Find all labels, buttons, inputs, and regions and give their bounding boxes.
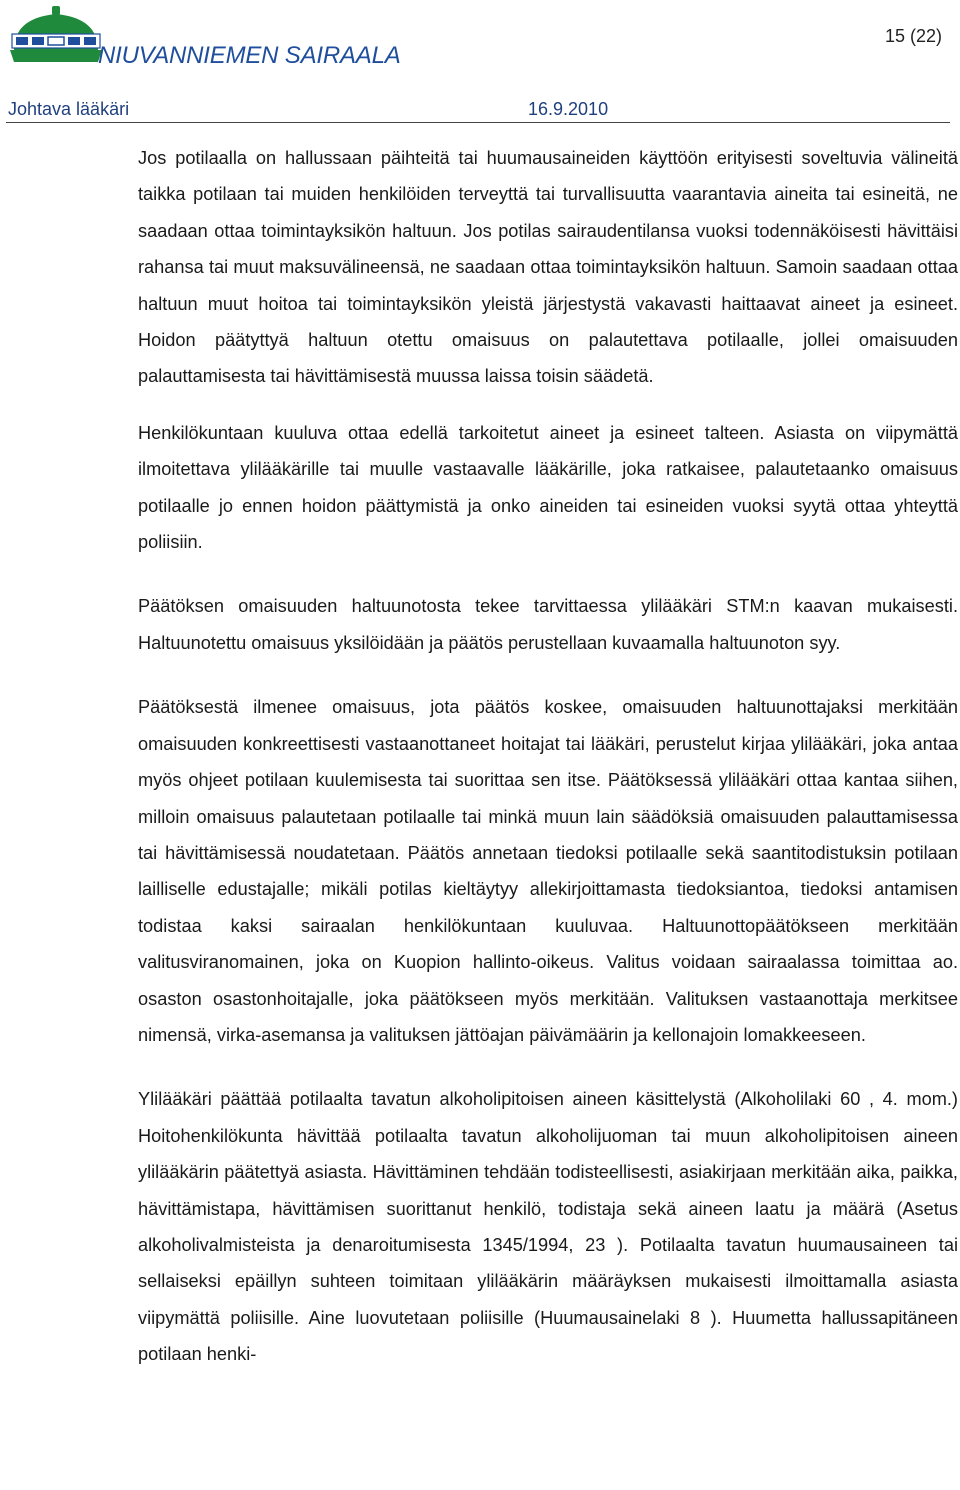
paragraph-staff-custody: Henkilökuntaan kuuluva ottaa edellä tarkoitetut aineet ja esineet talteen. Asiasta on viipymättä ilmoitettava ylilääkärille tai muulle vastaavalle lääkärille, joka ratkaisee, palautetaanko omaisuus potilaalle jo ennen hoidon päättymistä ja onko aineiden tai esineiden vuoksi syytä ottaa yhteyttä poliisiin. <box>138 422 958 553</box>
paragraph-decision-maker: Päätöksen omaisuuden haltuunotosta tekee tarvittaessa ylilääkäri STM:n kaavan mukaisesti. Haltuunotettu omaisuus yksilöidään ja päätös perustellaan kuvaamalla haltuunoton syy. <box>138 596 958 653</box>
document-author-role: Johtava lääkäri <box>8 99 130 119</box>
document-body <box>138 140 958 1401</box>
page-header <box>0 0 960 125</box>
paragraph-confiscation-rules: Jos potilaalla on hallussaan päihteitä tai huumausaineiden käyttöön erityisesti soveltuvia välineitä taikka potilaan tai muiden henkilöiden terveyttä tai turvallisuutta vaarantavia aineita tai esineitä, ne saadaan ottaa toimintayksikön haltuun. Jos potilas sairaudentilansa vuoksi todennäköisesti hävittäisi rahansa tai muut maksuvälineensä, ne saadaan ottaa toimintayksikön haltuun. Samoin saadaan ottaa haltuun muut hoitoa tai toimintayksikön yleistä järjestystä vakavasti haittaavat aineet ja esineet. Hoidon päätyttyä haltuun otettu omaisuus on palautettava potilaalle, jollei omaisuuden palauttamisesta tai hävittämisestä muussa laissa toisin säädetä. <box>138 148 958 387</box>
document-date: 16.9.2010 <box>528 99 609 119</box>
hospital-emblem-icon <box>6 4 106 78</box>
page-number: 15 (22) <box>884 26 942 46</box>
hospital-logo <box>6 4 401 78</box>
hospital-name: NIUVANNIEMEN SAIRAALA <box>98 42 401 69</box>
header-info-row <box>6 96 950 123</box>
paragraph-alcohol-and-drugs: Ylilääkäri päättää potilaalta tavatun alkoholipitoisen aineen käsittelystä (Alkoholilaki 60 , 4. mom.) Hoitohenkilökunta hävittää potilaalta tavatun alkoholijuoman tai muun alkoholipitoisen aineen ylilääkärin päätettyä asiasta. Hävittäminen tehdään todisteellisesti, asiakirjaan merkitään aika, paikka, hävittämistapa, hävittämisen suorittanut henkilö, todistaja sekä aineen laatu ja määrä (Asetus alkoholivalmisteista ja denaroitumisesta 1345/1994, 23 ). Potilaalta tavatun huumausaineen tai sellaiseksi epäillyn suhteen toimitaan ylilääkärin määräyksen mukaisesti ilmoittamalla asiasta viipymättä poliisille. Aine luovutetaan poliisille (Huumausainelaki 8 ). Huumetta hallussapitäneen potilaan henki- <box>138 1089 958 1365</box>
paragraph-decision-contents: Päätöksestä ilmenee omaisuus, jota päätös koskee, omaisuuden haltuunottajaksi merkitään omaisuuden konkreettisesti vastaanottaneet hoitajat tai lääkäri, perustelut kirjaa ylilääkäri, joka antaa myös ohjeet potilaan kuulemisesta tai suorittaa sen itse. Päätöksessä ylilääkäri ottaa kantaa siihen, milloin omaisuus palautetaan potilaalle tai minkä muun lain säädöksiä omaisuuden palauttamisessa tai hävittämisessä noudatetaan. Päätös annetaan tiedoksi potilaalle sekä saantitodistuksin potilaan lailliselle edustajalle; mikäli potilas kieltäytyy allekirjoittamasta tiedoksiantoa, tiedoksi antamisen todistaa kaksi sairaalan henkilökuntaan kuuluvaa. Haltuunottopäätökseen merkitään valitusviranomainen, joka on Kuopion hallinto-oikeus. Valitus voidaan sairaalassa toimittaa ao. osaston osastonhoitajalle, joka päätökseen myös merkitään. Valituksen vastaanottaja merkitsee nimensä, virka-asemansa ja valituksen jättöajan päivämäärin ja kellonajoin lomakkeeseen. <box>138 697 958 1045</box>
